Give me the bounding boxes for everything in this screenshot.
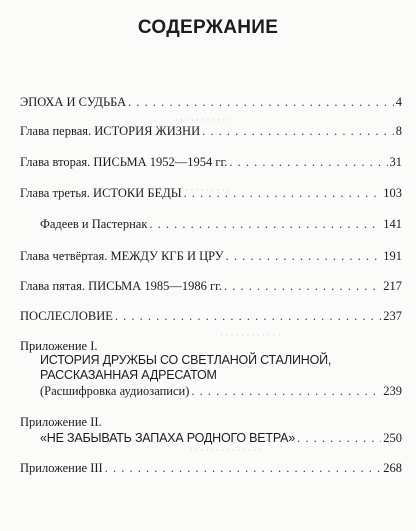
toc-entry[interactable] bbox=[20, 309, 402, 323]
leader-dots bbox=[105, 461, 382, 475]
toc-entry-title: «НЕ ЗАБЫВАТЬ ЗАПАХА РОДНОГО ВЕТРА» bbox=[40, 431, 296, 445]
leader-dots bbox=[191, 384, 381, 398]
leader-dots bbox=[226, 249, 382, 263]
toc-entry-title: Глава третья. ИСТОКИ БЕДЫ bbox=[20, 186, 182, 200]
appendix-heading: РАССКАЗАННАЯ АДРЕСАТОМ bbox=[40, 368, 217, 382]
leader-dots bbox=[128, 95, 394, 109]
appendix-label: Приложение I. bbox=[20, 339, 98, 353]
toc-entry-page: 141 bbox=[383, 217, 402, 231]
toc-entry[interactable] bbox=[20, 249, 402, 263]
toc-entry[interactable] bbox=[20, 461, 402, 475]
toc-entry[interactable] bbox=[40, 431, 402, 445]
toc-entry-title: ЭПОХА И СУДЬБА bbox=[20, 95, 127, 109]
toc-entry-title: Глава вторая. ПИСЬМА 1952—1954 гг. bbox=[20, 155, 228, 169]
appendix-heading: ИСТОРИЯ ДРУЖБЫ СО СВЕТЛАНОЙ СТАЛИНОЙ, bbox=[40, 353, 332, 367]
toc-entry-page: 191 bbox=[383, 249, 402, 263]
toc-entry-title: Глава четвёртая. МЕЖДУ КГБ И ЦРУ bbox=[20, 249, 224, 263]
toc-entry[interactable] bbox=[40, 217, 402, 231]
leader-dots bbox=[184, 186, 382, 200]
toc-entry-title: ПОСЛЕСЛОВИЕ bbox=[20, 309, 113, 323]
toc-entry-page: 268 bbox=[383, 461, 402, 475]
toc-entry-page: 103 bbox=[383, 186, 402, 200]
leader-dots bbox=[229, 155, 387, 169]
leader-dots bbox=[224, 279, 381, 293]
leader-dots bbox=[149, 217, 381, 231]
bleed-through-text: · · · · · · · · · · · · · · bbox=[190, 445, 262, 455]
toc-entry-title: Фадеев и Пастернак bbox=[40, 217, 148, 231]
leader-dots bbox=[297, 431, 381, 445]
toc-entry[interactable] bbox=[20, 279, 402, 293]
appendix-label: Приложение II. bbox=[20, 415, 102, 429]
bleed-through-text: · · · · · · · · · · · · bbox=[220, 330, 281, 340]
toc-entry[interactable] bbox=[40, 384, 402, 398]
toc-entry-page: 4 bbox=[395, 95, 402, 109]
toc-entry[interactable] bbox=[20, 95, 402, 109]
toc-entry-title: Глава первая. ИСТОРИЯ ЖИЗНИ bbox=[20, 124, 201, 138]
toc-entry[interactable] bbox=[20, 186, 402, 200]
toc-entry-title: (Расшифровка аудиозаписи) bbox=[40, 384, 190, 398]
toc-entry-title: Приложение III bbox=[20, 461, 103, 475]
toc-entry-page: 239 bbox=[383, 384, 402, 398]
toc-entry[interactable] bbox=[20, 155, 402, 169]
leader-dots bbox=[202, 124, 394, 138]
toc-entry-page: 217 bbox=[383, 279, 402, 293]
toc-entry-page: 250 bbox=[383, 431, 402, 445]
toc-entry-page: 8 bbox=[395, 124, 402, 138]
bleed-through-text: · · · · · · · · · bbox=[185, 185, 230, 195]
toc-entry-title: Глава пятая. ПИСЬМА 1985—1986 гг. bbox=[20, 279, 223, 293]
toc-entry-page: 31 bbox=[389, 155, 402, 169]
leader-dots bbox=[115, 309, 381, 323]
toc-entry[interactable] bbox=[20, 124, 402, 138]
toc-entry-page: 237 bbox=[383, 309, 402, 323]
bleed-through-text: · · · · · · · · · · · bbox=[175, 115, 231, 125]
page-title: СОДЕРЖАНИЕ bbox=[137, 17, 279, 38]
